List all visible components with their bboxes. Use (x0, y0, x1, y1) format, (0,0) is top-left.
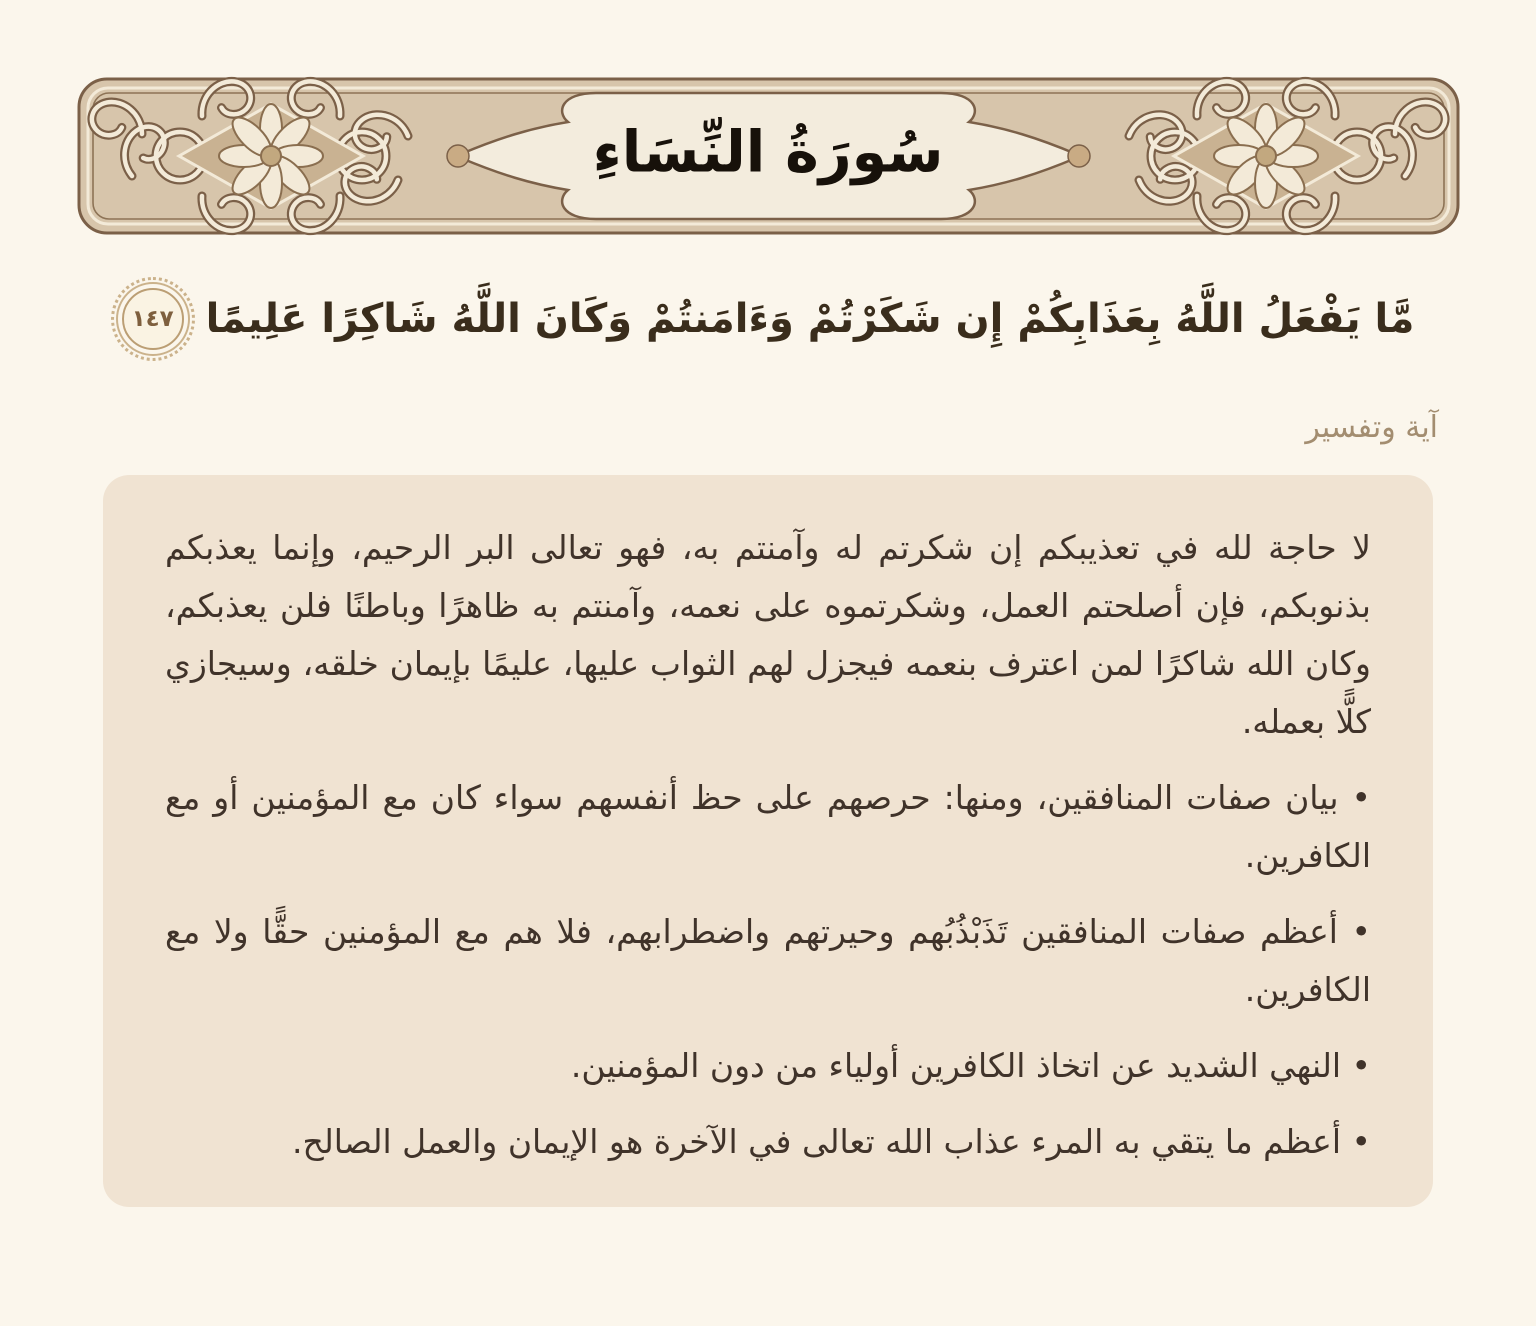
section-label: آية وتفسير (1305, 410, 1438, 445)
surah-title: سُورَةُ النِّسَاءِ (592, 119, 944, 186)
surah-banner (76, 76, 1461, 236)
tafsir-paragraph: لا حاجة لله في تعذيبكم إن شكرتم له وآمنتم به، فهو تعالى البر الرحيم، وإنما يعذبكم بذنوبكم، فإن أصلحتم العمل، وشكرتموه على نعمه، وآمنتم به ظاهرًا وباطنًا فلن يعذبكم، وكان الله شاكرًا لمن اعترف بنعمه فيجزل لهم الثواب عليها، عليمًا بإيمان خلقه، وسيجازي كلًّا بعمله. (165, 528, 1371, 741)
verse-number-medallion (122, 288, 184, 350)
tafsir-bullet-4: • أعظم ما يتقي به المرء عذاب الله تعالى في الآخرة هو الإيمان والعمل الصالح. (291, 1122, 1371, 1161)
verse-text: مَّا يَفْعَلُ اللَّهُ بِعَذَابِكُمْ إِن شَكَرْتُمْ وَءَامَنتُمْ وَكَانَ اللَّهُ شَاكِرًا عَلِيمًا (205, 296, 1415, 342)
verse-number: ١٤٧ (131, 306, 174, 332)
tafsir-box (103, 475, 1433, 1207)
tafsir-bullet-1: • بيان صفات المنافقين، ومنها: حرصهم على حظ أنفسهم سواء كان مع المؤمنين أو مع الكافرين. (165, 778, 1371, 875)
quran-tafsir-page (0, 76, 1536, 1326)
tafsir-bullet-2: • أعظم صفات المنافقين تَذَبْذُبُهم وحيرتهم واضطرابهم، فلا هم مع المؤمنين حقًّا ولا مع الكافرين. (165, 912, 1371, 1009)
verse-line (40, 268, 1496, 370)
tafsir-bullet-3: • النهي الشديد عن اتخاذ الكافرين أولياء من دون المؤمنين. (570, 1046, 1371, 1085)
